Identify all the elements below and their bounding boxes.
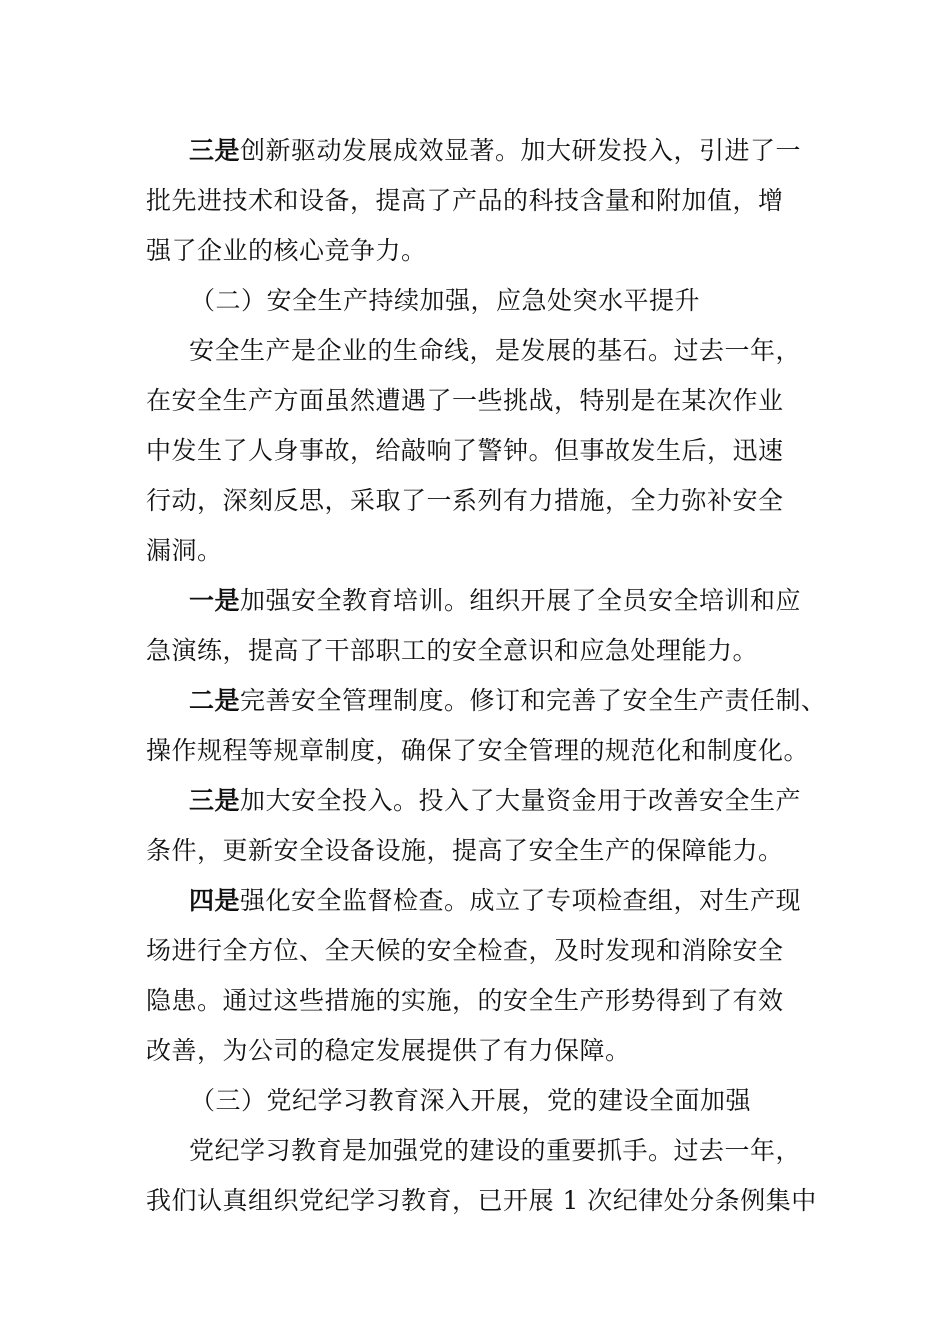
paragraph-safety-intro-line-3: 中发生了人身事故，给敲响了警钟。但事故发生后，迅速 — [146, 436, 784, 465]
paragraph-inspection-line-1 — [189, 886, 801, 916]
paragraph-investment-line-1 — [189, 786, 801, 816]
paragraph-text: 加大安全投入。投入了大量资金用于改善安全生产 — [240, 786, 802, 815]
paragraph-innovation-line-1 — [189, 136, 801, 166]
paragraph-safety-intro-line-4: 行动，深刻反思，采取了一系列有力措施，全力弥补安全 — [146, 486, 784, 515]
paragraph-management-line-2: 操作规程等规章制度，确保了安全管理的规范化和制度化。 — [146, 736, 810, 765]
paragraph-innovation-line-2: 批先进技术和设备，提高了产品的科技含量和附加值，增 — [146, 186, 784, 215]
paragraph-safety-intro-line-1: 安全生产是企业的生命线，是发展的基石。过去一年， — [189, 336, 802, 365]
paragraph-lead: 四是 — [189, 886, 241, 915]
paragraph-lead: 二是 — [189, 686, 241, 715]
paragraph-training-line-1 — [189, 586, 801, 616]
section-heading-safety: （二）安全生产持续加强，应急处突水平提升 — [190, 286, 701, 315]
paragraph-safety-intro-line-5: 漏洞。 — [146, 536, 223, 565]
paragraph-lead: 一是 — [189, 586, 241, 615]
paragraph-inspection-line-3: 隐患。通过这些措施的实施，的安全生产形势得到了有效 — [146, 986, 784, 1015]
paragraph-party-line-2: 我们认真组织党纪学习教育，已开展 1 次纪律处分条例集中 — [146, 1186, 817, 1215]
paragraph-training-line-2: 急演练，提高了干部职工的安全意识和应急处理能力。 — [146, 636, 759, 665]
paragraph-inspection-line-4: 改善，为公司的稳定发展提供了有力保障。 — [146, 1036, 631, 1065]
paragraph-lead: 三是 — [189, 136, 241, 165]
paragraph-safety-intro-line-2: 在安全生产方面虽然遭遇了一些挑战，特别是在某次作业 — [146, 386, 784, 415]
paragraph-text: 完善安全管理制度。修订和完善了安全生产责任制、 — [240, 686, 827, 715]
section-heading-party: （三）党纪学习教育深入开展，党的建设全面加强 — [190, 1086, 752, 1115]
paragraph-inspection-line-2: 场进行全方位、全天候的安全检查，及时发现和消除安全 — [146, 936, 784, 965]
paragraph-party-line-1: 党纪学习教育是加强党的建设的重要抓手。过去一年， — [189, 1136, 802, 1165]
paragraph-investment-line-2: 条件，更新安全设备设施，提高了安全生产的保障能力。 — [146, 836, 784, 865]
paragraph-text: 加强安全教育培训。组织开展了全员安全培训和应 — [240, 586, 802, 615]
paragraph-lead: 三是 — [189, 786, 241, 815]
paragraph-text: 强化安全监督检查。成立了专项检查组，对生产现 — [240, 886, 802, 915]
paragraph-text: 创新驱动发展成效显著。加大研发投入，引进了一 — [240, 136, 802, 165]
paragraph-innovation-line-3: 强了企业的核心竞争力。 — [146, 236, 427, 265]
paragraph-management-line-1 — [189, 686, 827, 716]
